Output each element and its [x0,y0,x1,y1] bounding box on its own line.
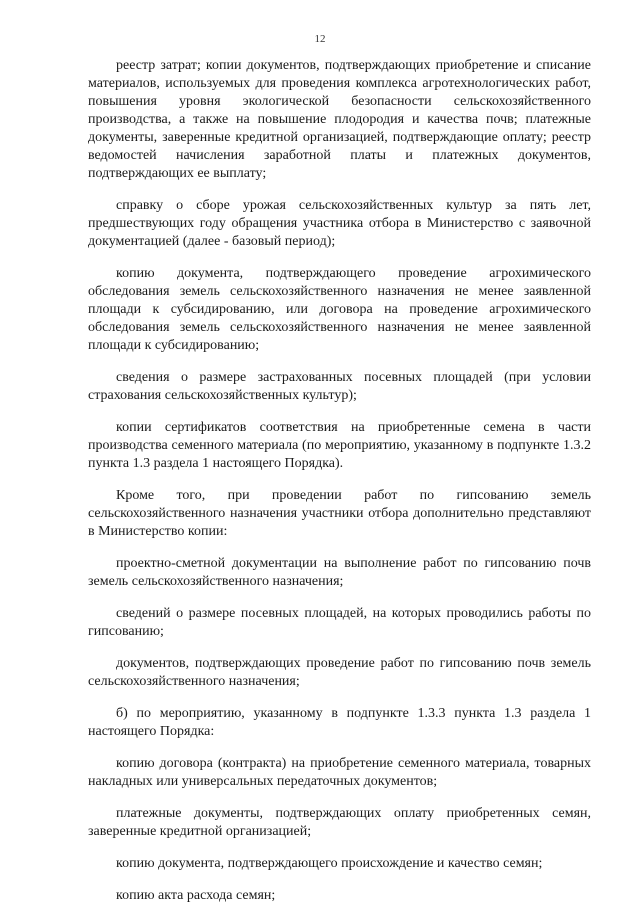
paragraph-agrochemical-survey: копию документа, подтверждающего проведение агрохимического обследования земель сельскохозяйственного назначения не менее заявленной площади к субсидированию, или договора на проведение агрохимического обследования земель сельскохозяйственного назначения не менее заявленной площади к субсидированию; [88,266,591,353]
paragraph-gypsum-works: документов, подтверждающих проведение работ по гипсованию почв земель сельскохозяйственного назначения; [88,656,591,689]
paragraph-payment-docs: платежные документы, подтверждающих оплату приобретенных семян, заверенные кредитной организацией; [88,806,591,839]
paragraph-harvest-certificate: справку о сборе урожая сельскохозяйственных культур за пять лет, предшествующих году обращения участника отбора в Министерство с заявочной документацией (далее - базовый период); [88,198,591,249]
paragraph-cost-register: реестр затрат; копии документов, подтверждающих приобретение и списание материалов, используемых для проведения комплекса агротехнологических работ, повышения уровня экологической безопасности сельскохозяйственного производства, а также на повышение плодородия и качества почв; платежные документы, заверенные кредитной организацией, подтверждающие оплату; реестр ведомостей начисления заработной платы и платежных документов, подтверждающих ее выплату; [88,58,591,181]
paragraph-seed-consumption: копию акта расхода семян; [116,888,276,903]
page-number: 12 [314,33,326,45]
document-body [88,57,591,919]
paragraph-seed-certificates: копии сертификатов соответствия на приобретенные семена в части производства семенного материала (по мероприятию, указанному в подпункте 1.3.2 пункта 1.3 раздела 1 настоящего Порядка). [88,420,591,471]
paragraph-seed-origin: копию документа, подтверждающего происхождение и качество семян; [116,856,543,871]
paragraph-gypsum-intro: Кроме того, при проведении работ по гипсованию земель сельскохозяйственного назначения участники отбора дополнительно представляют в Министерство копии: [88,488,591,539]
paragraph-seed-contract: копию договора (контракта) на приобретение семенного материала, товарных накладных или универсальных передаточных документов; [88,756,591,789]
paragraph-sown-areas: сведений о размере посевных площадей, на которых проводились работы по гипсованию; [88,606,591,639]
paragraph-subitem-b: б) по мероприятию, указанному в подпункте 1.3.3 пункта 1.3 раздела 1 настоящего Порядка: [88,706,591,739]
paragraph-design-estimate: проектно-сметной документации на выполнение работ по гипсованию почв земель сельскохозяйственного назначения; [88,556,591,589]
paragraph-insured-areas: сведения о размере застрахованных посевных площадей (при условии страхования сельскохозяйственных культур); [88,370,591,403]
